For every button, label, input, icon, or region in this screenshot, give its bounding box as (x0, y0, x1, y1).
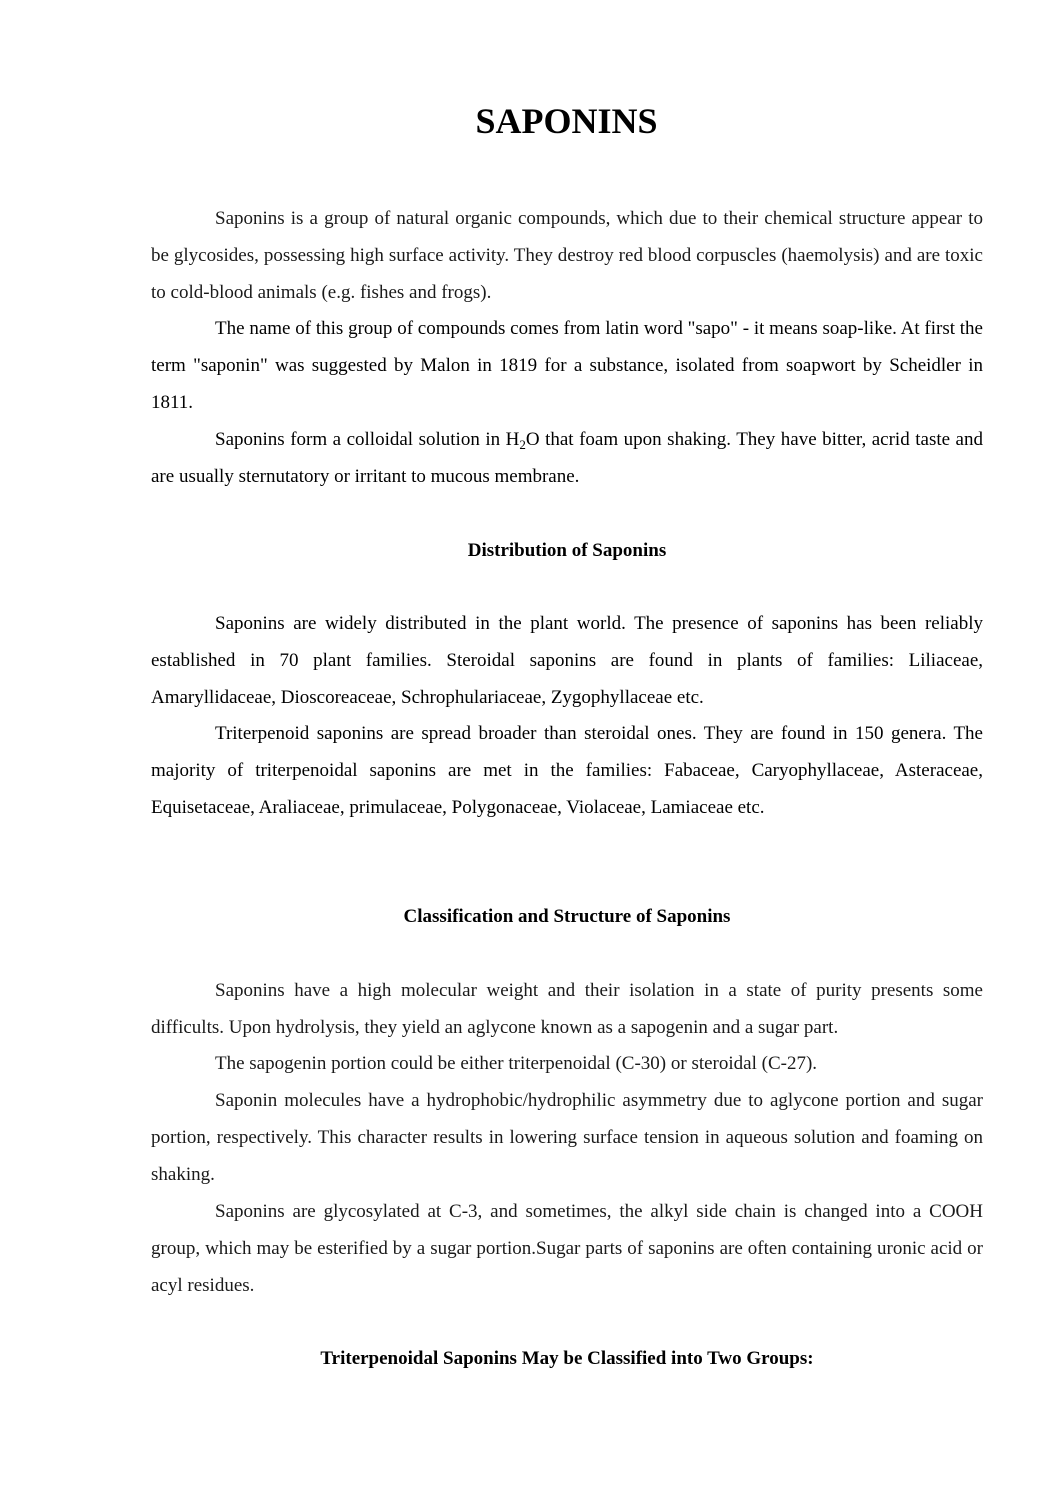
intro-paragraph-1: Saponins is a group of natural organic compounds, which due to their chemical structure appear to be glycosides, possessing high surface activity. They destroy red blood corpuscles (haemolysis) and are toxic to cold-blood animals (e.g. fishes and frogs). (151, 208, 983, 303)
distribution-paragraph-2: Triterpenoid saponins are spread broader than steroidal ones. They are found in 150 genera. The majority of triterpenoidal saponins are met in the families: Fabaceae, Caryophyllaceae, Asteraceae, Equisetaceae, Araliaceae, primulaceae, Polygonaceae, Violaceae, Lamiaceae etc. (151, 723, 983, 818)
classification-paragraph-4: Saponins are glycosylated at C-3, and sometimes, the alkyl side chain is changed into a COOH group, which may be esterified by a sugar portion.Sugar parts of saponins are often containing uronic acid or acyl residues. (151, 1201, 983, 1296)
distribution-paragraph-1: Saponins are widely distributed in the plant world. The presence of saponins has been reliably established in 70 plant families. Steroidal saponins are found in plants of families: Liliaceae, Amaryllidaceae, Dioscoreaceae, Schrophulariaceae, Zygophyllaceae etc. (151, 613, 983, 708)
classification-heading: Classification and Structure of Saponins (403, 906, 731, 927)
triterpenoidal-heading: Triterpenoidal Saponins May be Classified into Two Groups: (320, 1348, 814, 1369)
intro-paragraph-2: The name of this group of compounds comes from latin word "sapo" - it means soap-like. At first the term "saponin" was suggested by Malon in 1819 for a substance, isolated from soapwort by Scheidler in 1811. (151, 318, 983, 413)
distribution-heading: Distribution of Saponins (467, 540, 667, 561)
classification-paragraph-3: Saponin molecules have a hydrophobic/hydrophilic asymmetry due to aglycone portion and sugar portion, respectively. This character results in lowering surface tension in aqueous solution and foaming on shaking. (151, 1090, 983, 1185)
intro-paragraph-3-part-a: Saponins form a colloidal solution in H (215, 429, 520, 450)
subscript-2: 2 (519, 437, 526, 452)
classification-paragraph-1: Saponins have a high molecular weight and their isolation in a state of purity presents some difficults. Upon hydrolysis, they yield an aglycone known as a sapogenin and a sugar part. (151, 980, 983, 1038)
classification-paragraph-2: The sapogenin portion could be either triterpenoidal (C-30) or steroidal (C-27). (215, 1053, 818, 1074)
intro-paragraph-3-part-b: O that foam upon shaking. They have bitter, acrid taste and are usually sternutatory or irritant to mucous membrane. (151, 429, 983, 487)
intro-paragraph-3 (151, 421, 983, 495)
page-title: SAPONINS (475, 101, 658, 141)
